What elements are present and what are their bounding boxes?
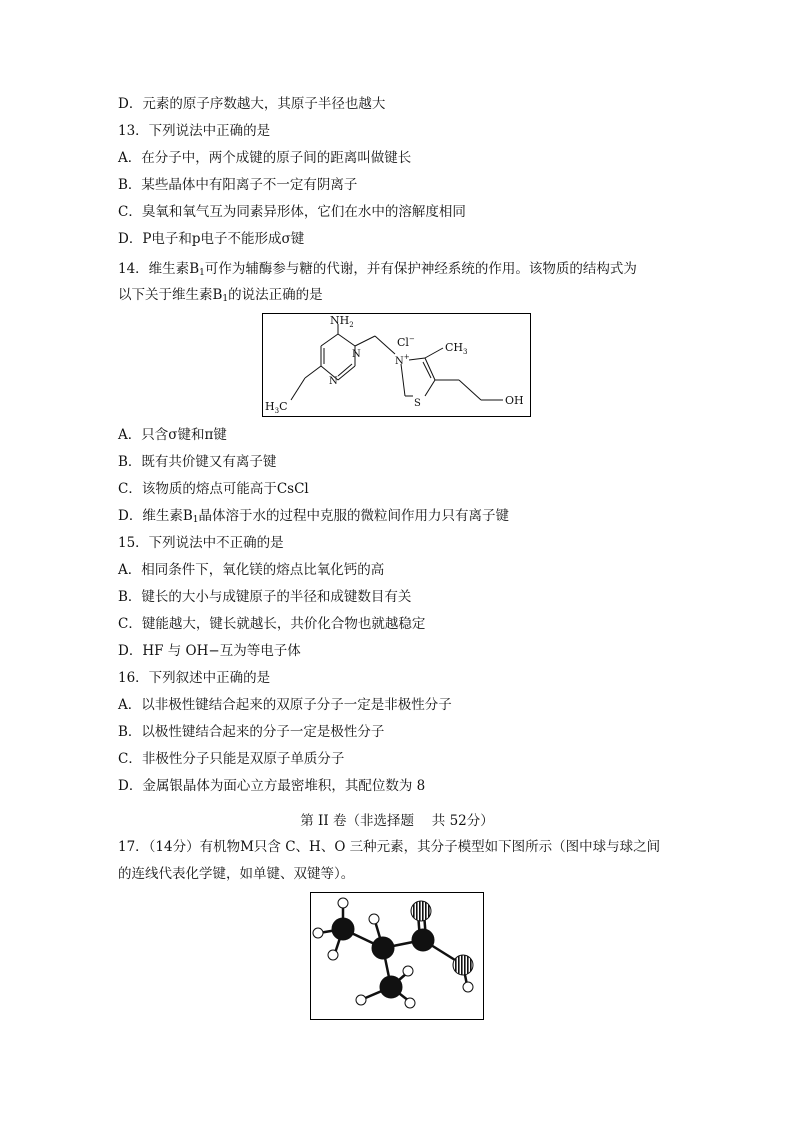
line-d-atomic-radius: D．元素的原子序数越大，其原子半径也越大 xyxy=(118,96,386,112)
section-ii-title: 第 II 卷（非选择题 共 52分） xyxy=(300,813,494,829)
ball-stick-svg xyxy=(311,893,483,1019)
hydrogen-atom xyxy=(403,966,413,976)
q14-option-b: B．既有共价键又有离子键 xyxy=(118,454,277,470)
bond xyxy=(375,336,395,354)
label-n-plus: N+ xyxy=(395,353,410,367)
question-17: 17．（14分）有机物M只含 C、H、O 三种元素，其分子模型如下图所示（图中球与球之间 xyxy=(118,839,661,855)
vitamin-b: B xyxy=(189,261,200,277)
question-16: 16．下列叙述中正确的是 xyxy=(118,670,271,686)
hydrogen-atom xyxy=(338,898,348,908)
hydrogen-atom xyxy=(463,982,473,992)
q16-option-d: D．金属银晶体为面心立方最密堆积，其配位数为 8 xyxy=(118,778,426,794)
bond xyxy=(321,334,338,346)
label-h3c: $H_3C$ xyxy=(265,400,288,415)
bond xyxy=(291,378,305,400)
q14-prefix: 14．维生素 xyxy=(118,261,190,277)
carbon-atom xyxy=(380,976,402,998)
q13-option-d: D．P电子和p电子不能形成σ键 xyxy=(118,231,305,247)
carbon-atom xyxy=(372,937,394,959)
oxygen-atom xyxy=(411,901,431,921)
q14-text: 可作为辅酶参与糖的代谢，并有保护神经系统的作用。该物质的结构式为 xyxy=(204,261,637,277)
bond xyxy=(425,380,435,396)
q15d-prefix: D．HF 与 OH xyxy=(118,643,209,659)
q16-option-b: B．以极性键结合起来的分子一定是极性分子 xyxy=(118,724,385,740)
hydrogen-atom xyxy=(405,998,415,1008)
q14-option-a: A．只含σ键和π键 xyxy=(118,427,227,443)
bond xyxy=(459,380,481,400)
q15-option-a: A．相同条件下，氧化镁的熔点比氧化钙的高 xyxy=(118,562,385,578)
hydrogen-atom xyxy=(313,928,323,938)
question-13: 13．下列说法中正确的是 xyxy=(118,123,271,139)
label-s: S xyxy=(414,398,421,409)
label-n-upper: N xyxy=(352,349,361,360)
vitamin-sub: 1 xyxy=(199,268,205,278)
carbon-atom xyxy=(332,918,354,940)
question-14-cont xyxy=(118,286,323,308)
q14-cont-text: 的说法正确的是 xyxy=(228,287,323,303)
q16-option-c: C．非极性分子只能是双原子单质分子 xyxy=(118,751,345,767)
q16-option-a: A．以非极性键结合起来的双原子分子一定是非极性分子 xyxy=(118,697,452,713)
hydrogen-atom xyxy=(369,914,379,924)
bond xyxy=(401,364,405,396)
q15d-text: −互为等电子体 xyxy=(208,643,301,659)
question-14 xyxy=(118,260,637,282)
question-15: 15．下列说法中不正确的是 xyxy=(118,535,284,551)
label-cl: Cl− xyxy=(397,335,415,349)
structure-svg xyxy=(263,314,530,416)
label-n-lower: N xyxy=(329,376,338,387)
carbon-atom xyxy=(412,929,434,951)
q13-option-a: A．在分子中，两个成键的原子间的距离叫做键长 xyxy=(118,150,412,166)
label-nh2: $NH_2$ xyxy=(330,314,354,329)
q15-option-d xyxy=(118,642,301,660)
q14d-prefix: D．维生素 xyxy=(118,508,183,524)
question-17-cont: 的连线代表化学键，如单键、双键等）。 xyxy=(118,866,355,882)
q15-option-b: B．键长的大小与成键原子的半径和成键数目有关 xyxy=(118,589,412,605)
vitamin-b1-structure xyxy=(262,313,531,417)
oxygen-atom xyxy=(453,955,473,975)
vitamin-b: B xyxy=(212,287,223,303)
vitamin-b: B xyxy=(182,508,193,524)
q14-cont-prefix: 以下关于维生素 xyxy=(118,287,213,303)
q14-option-d xyxy=(118,507,509,529)
q14d-text: 晶体溶于水的过程中克服的微粒间作用力只有离子键 xyxy=(198,508,509,524)
vitamin-sub: 1 xyxy=(192,515,199,525)
molecule-model xyxy=(310,892,484,1020)
bond xyxy=(355,336,375,346)
vitamin-sub: 1 xyxy=(222,294,229,304)
q13-option-b: B．某些晶体中有阳离子不一定有阴离子 xyxy=(118,177,358,193)
bond xyxy=(305,366,321,378)
bond xyxy=(338,334,355,346)
label-oh: OH xyxy=(505,394,524,407)
q14-option-c: C．该物质的熔点可能高于CsCl xyxy=(118,481,309,497)
q15-option-c: C．键能越大，键长就越长，共价化合物也就越稳定 xyxy=(118,616,426,632)
bond xyxy=(409,358,425,360)
q13-option-c: C．臭氧和氧气互为同素异形体，它们在水中的溶解度相同 xyxy=(118,204,466,220)
hydrogen-atom xyxy=(356,995,366,1005)
bond xyxy=(423,362,431,378)
label-ch3: $CH_3$ xyxy=(445,341,468,356)
bond xyxy=(425,348,443,358)
hydrogen-atom xyxy=(328,950,338,960)
